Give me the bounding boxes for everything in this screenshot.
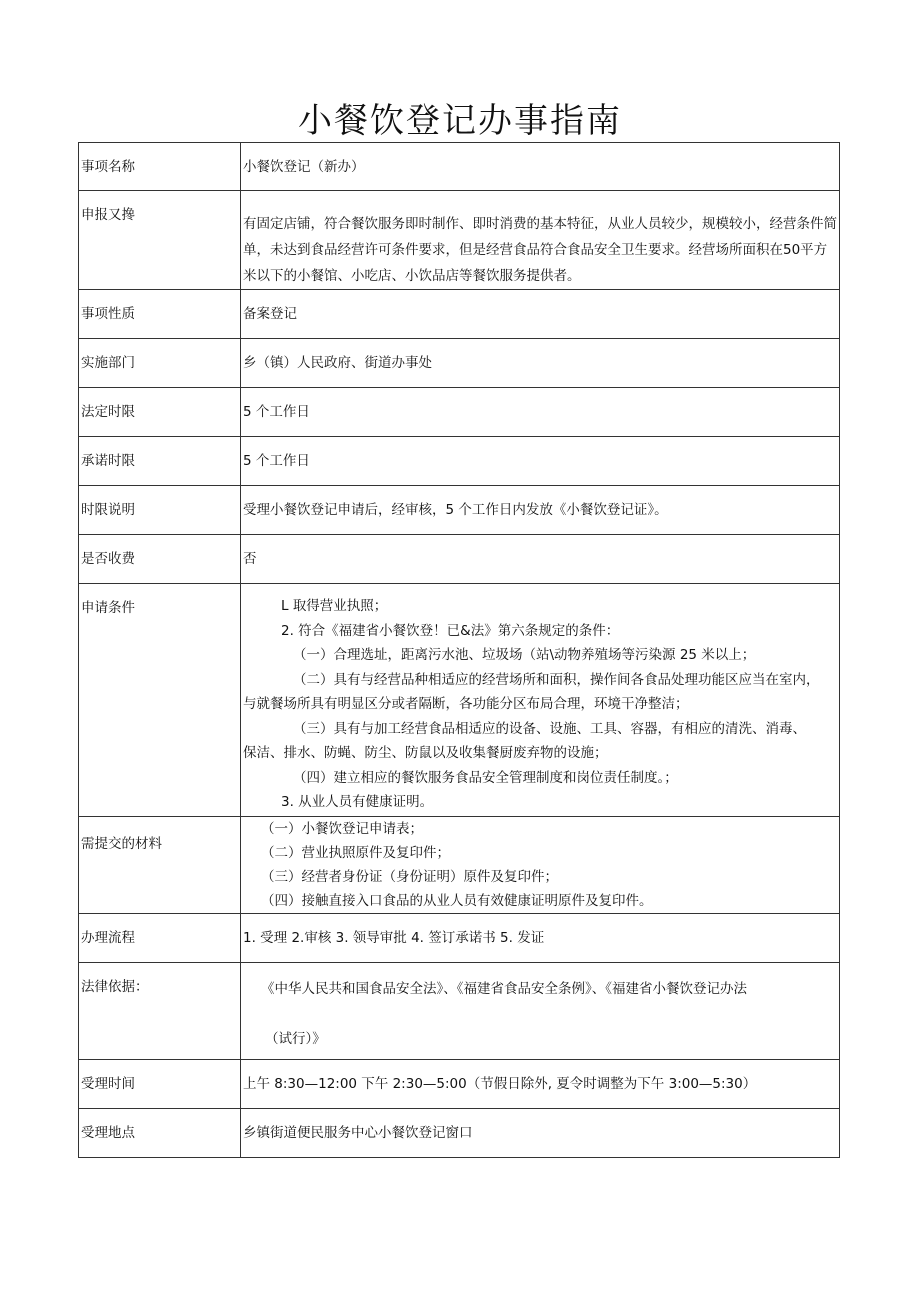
- nature-value: 备案登记: [243, 306, 297, 322]
- row-label-cell: [79, 817, 241, 914]
- table-row: [79, 535, 840, 584]
- table-row: [79, 437, 840, 486]
- nature-label: 事项性质: [81, 306, 135, 322]
- row-value-cell: [241, 486, 840, 535]
- location-value: 乡镇街道便民服务中心小餐饮登记窗口: [243, 1125, 473, 1141]
- row-label-cell: [79, 486, 241, 535]
- legal-basis-line: 《中华人民共和国食品安全法》、《福建省食品安全条例》、《福建省小餐饮登记办法: [261, 981, 747, 997]
- table-row: [79, 191, 840, 290]
- table-row: [79, 584, 840, 817]
- legal-limit-label: 法定时限: [81, 404, 135, 420]
- row-label-cell: [79, 143, 241, 191]
- row-value-cell: [241, 914, 840, 963]
- table-row: [79, 486, 840, 535]
- page-title: 小餐饮登记办事指南: [298, 101, 622, 141]
- condition-line: 与就餐场所具有明显区分或者隔断，各功能分区布局合理，环境干净整洁；: [243, 696, 689, 712]
- condition-line: （三）具有与加工经营食品相适应的设备、设施、工具、容器，有相应的清洗、消毒、: [293, 720, 806, 737]
- item-name-value: 小餐饮登记（新办）: [243, 159, 365, 175]
- row-label-cell: [79, 1109, 241, 1158]
- row-label-cell: [79, 535, 241, 584]
- row-label-cell: [79, 339, 241, 388]
- row-label-cell: [79, 914, 241, 963]
- process-label: 办理流程: [81, 930, 135, 946]
- item-name-label: 事项名称: [81, 159, 135, 175]
- material-line: （四）接触直接入口食品的从业人员有效健康证明原件及复印件。: [261, 893, 653, 909]
- row-value-cell: [241, 963, 840, 1060]
- row-label-cell: [79, 388, 241, 437]
- row-value-cell: [241, 1060, 840, 1109]
- row-label-cell: [79, 290, 241, 339]
- material-line: （一）小餐饮登记申请表；: [261, 821, 423, 837]
- material-line: （三）经营者身份证（身份证明）原件及复印件；: [261, 869, 558, 885]
- row-value-cell: [241, 437, 840, 486]
- legal-basis-label: 法律依据：: [81, 979, 149, 995]
- materials-label: 需提交的材料: [81, 836, 162, 852]
- material-line: （二）营业执照原件及复印件；: [261, 845, 450, 861]
- row-value-cell: [241, 584, 840, 817]
- conditions-list: [241, 584, 839, 815]
- table-row: [79, 963, 840, 1060]
- condition-line: 3. 从业人员有健康证明。: [281, 794, 434, 810]
- table-row: [79, 290, 840, 339]
- legal-basis-line: （试行）》: [265, 1031, 326, 1047]
- hours-label: 受理时间: [81, 1076, 135, 1092]
- table-row: [79, 339, 840, 388]
- row-label-cell: [79, 1060, 241, 1109]
- table-row: [79, 914, 840, 963]
- legal-limit-value: 5 个工作日: [243, 404, 310, 420]
- promised-limit-label: 承诺时限: [81, 453, 135, 469]
- legal-basis-text: [241, 963, 839, 1052]
- row-value-cell: [241, 339, 840, 388]
- row-value-cell: [241, 388, 840, 437]
- row-label-cell: [79, 963, 241, 1060]
- row-value-cell: [241, 290, 840, 339]
- department-value: 乡（镇）人民政府、街道办事处: [243, 355, 432, 371]
- condition-line: （二）具有与经营品种相适应的经营场所和面积，操作间各食品处理功能区应当在室内，: [293, 671, 820, 688]
- row-value-cell: [241, 817, 840, 914]
- promised-limit-value: 5 个工作日: [243, 453, 310, 469]
- fee-label: 是否收费: [81, 551, 135, 567]
- table-row: [79, 143, 840, 191]
- conditions-label: 申请条件: [81, 600, 135, 616]
- condition-line: 2. 符合《福建省小餐饮登！已&法》第六条规定的条件：: [281, 622, 620, 639]
- hours-value: 上午 8:30—12:00 下午 2:30—5:00（节假日除外, 夏令时调整为下午 3:00—5:30）: [243, 1076, 757, 1092]
- department-label: 实施部门: [81, 355, 135, 371]
- row-value-cell: [241, 535, 840, 584]
- guide-table: [78, 142, 840, 1158]
- row-value-cell: [241, 143, 840, 191]
- process-value: 1. 受理 2.审核 3. 领导审批 4. 签订承诺书 5. 发证: [243, 930, 545, 946]
- row-label-cell: [79, 191, 241, 290]
- location-label: 受理地点: [81, 1125, 135, 1141]
- definition-label: 申报又搀: [81, 207, 135, 223]
- condition-line: 保洁、排水、防蝇、防尘、防鼠以及收集餐厨废弃物的设施；: [243, 745, 608, 761]
- table-row: [79, 1109, 840, 1158]
- materials-list: [241, 817, 839, 913]
- condition-line: L 取得营业执照；: [281, 598, 388, 614]
- condition-line: （一）合理选址，距离污水池、垃圾场（站\动物养殖场等污染源 25 米以上；: [293, 647, 756, 663]
- table-row: [79, 388, 840, 437]
- limit-note-value: 受理小餐饮登记申请后，经审核，5 个工作日内发放《小餐饮登记证》。: [243, 502, 668, 518]
- table-row: [79, 1060, 840, 1109]
- row-value-cell: [241, 1109, 840, 1158]
- row-label-cell: [79, 584, 241, 817]
- condition-line: （四）建立相应的餐饮服务食品安全管理制度和岗位责任制度。；: [293, 769, 678, 786]
- limit-note-label: 时限说明: [81, 502, 135, 518]
- row-label-cell: [79, 437, 241, 486]
- fee-value: 否: [243, 551, 257, 567]
- definition-value: 有固定店铺，符合餐饮服务即时制作、即时消费的基本特征，从业人员较少，规模较小，经营条件简单，未达到食品经营许可条件要求，但是经营食品符合食品安全卫生要求。经营场所面积在50平方米以下的小餐馆、小吃店、小饮品店等餐饮服务提供者。: [243, 216, 837, 284]
- table-row: [79, 817, 840, 914]
- row-value-cell: [241, 191, 840, 290]
